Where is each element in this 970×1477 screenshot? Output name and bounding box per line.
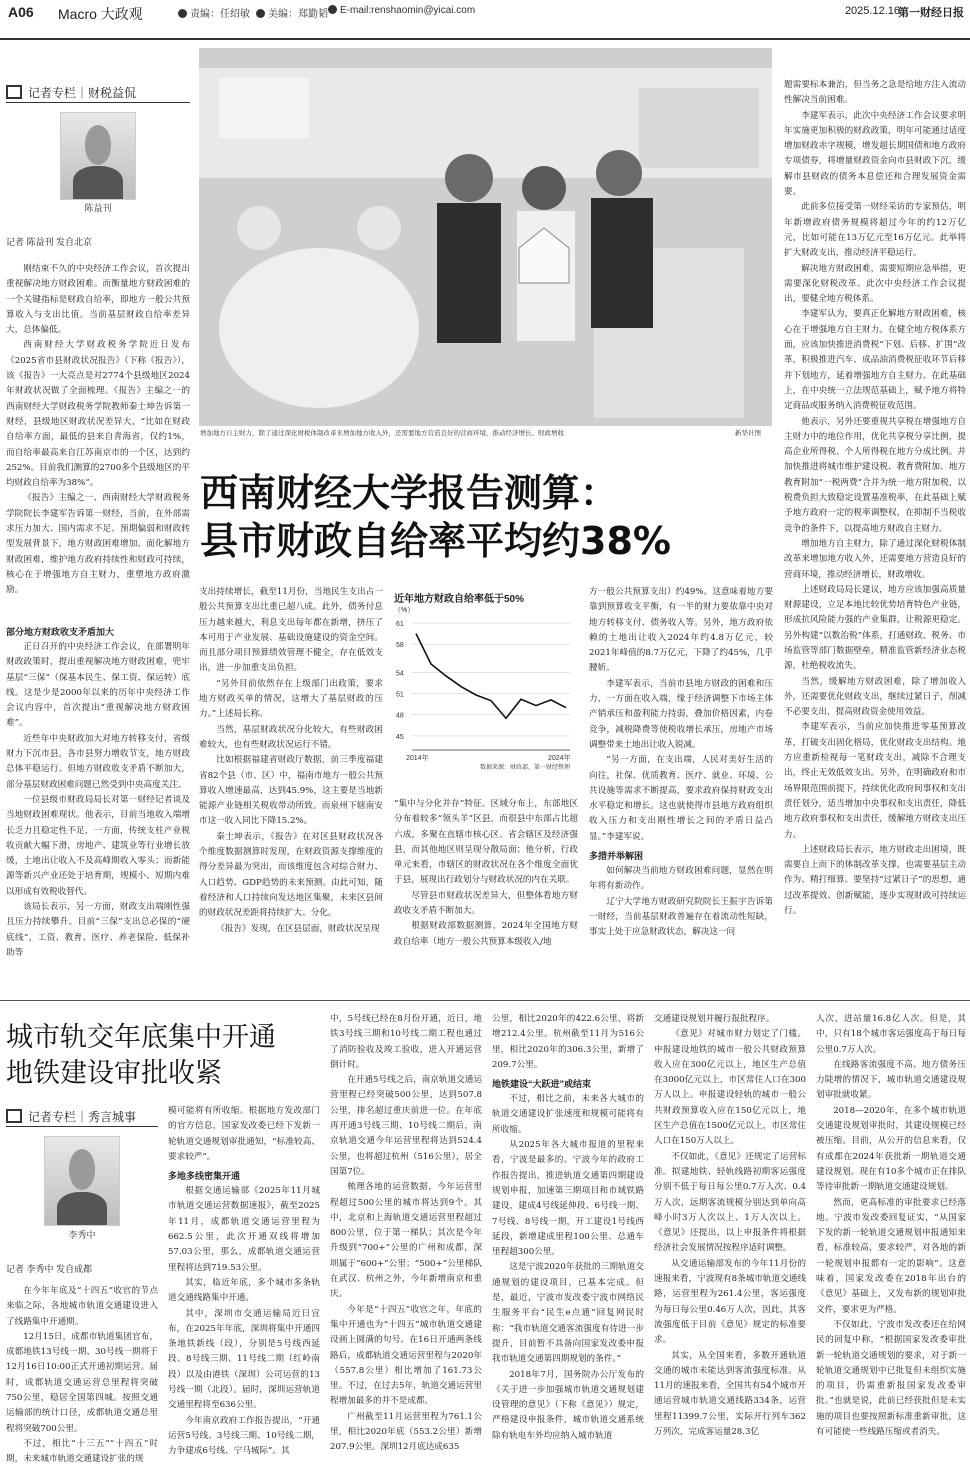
article-divider xyxy=(0,1000,970,1001)
chart-plot xyxy=(394,610,578,790)
byline: 记者 陈益刊 发自北京 xyxy=(6,237,93,247)
article1-left-text: 刚结束不久的中央经济工作会议，首次提出重视解决地方财政困难。而衡量地方财政困难的一个关键指标是财政自给率，即地方一般公共预算收入与支出比值。当前基层财政自给率差异大，总体偏低。 西南财经大学财政税务学院近日发布《2025省市县财政状况报告》（下称《报告》），该《报告》一大亮点是对2774个县级地区2024年财政状况做了全面梳理。《报告》主编之一的西南财经大学财政税务学院教师秦士坤告诉第一财经，县级地区财政状况差异大，“比如在财政自给率方面，最低的县来自青海省，仅约1%，而自给率最高来自江苏南京市的一个区，达到约252%。目前我们测算的2700多个县级地区的平均财政自给率为38%”。 《报告》主编之一、西南财经大学财政税务学院院长李建军告诉第一财经，当前，在外部需求压力加大、国内需求不足、预期偏弱和财政转型发展背景下，地方财政困难增加。面化解地方财政困难，维护地方政府持续性和财政可持续，核心在于增强地方自主财力，重塑地方政府激励。 xyxy=(6,264,190,596)
y-tick-label: 61 xyxy=(396,621,404,629)
article2-col5-text: 交通建设规划并履行报批程序。 《意见》对城市财力划定了门槛。申报建设地铁的城市一般公共财政预算收入应在300亿元以上，地区生产总值在3000亿元以上，市区常住人口在300万人以上。申报建设轻轨的城市一般公共财政预算收入应在150亿元以上，地区生产总值在1500亿元以上，市区常住人口在150万人以上。 不仅如此，《意见》还规定了运营标准。拟建地铁、轻轨线路初期客运强度分别不低于每日每公里0.7万人次、0.4万人次，远期客流规模分别达到单向高峰小时3万人次以上、1万人次以上。《意见》还提出，以上申报条件将根据经济社会发展情况按程序适时调整。 从交通运输部发布的今年11月份的速报来看，宁波现有8条城市轨道交通线路，运营里程为261.4公里，客运强度为每日每公里0.46万人次，因此，其客流强度低于目前《意见》规定的标准要求。 其实，从全国来看，多数开通轨道交通的城市未能达到客流强度标准。从11月的速报来看，全国共有54个城市开通运营城市轨道交通线路334条，运营里程11399.7公里，实际开行列车362万列次，完成客运量28.3亿 xyxy=(654,1014,806,1438)
author-photo xyxy=(44,1136,120,1226)
article1-headline-line1: 西南财经大学报告测算： xyxy=(200,471,619,515)
article2-col4-text: 公里，相比2020年的422.6公里，将新增212.4公里。杭州截至11月为516公里，相比2020年的306.3公里，新增了209.7公里。 地铁建设“大跃进”或结束 不过，相比之前，未来各大城市的轨道交通建设扩张速度和规模可能将有所收缩。 从2025年各大城市报道的里程来看，宁波是最多的。宁波今年的政府工作报告提出，推进轨道交通第四期建设规划申报，加速第三期项目和市域铁路建设，建成4号线延伸段、6号线一期、7号线、8号线一期，开工建设1号线西延段，新增建成里程100公里、总通车里程超300公里。 这是宁波2020年获批的三期轨道交通规划的建设项目，已基本完成。但是，最近，宁波市发改委宁波市网络民生服务平台“民生e点通”回复网民时称：“我市轨道交通客流强度有待进一步提升，目前暂不具备向国家发改委申报我市轨道交通第四期规划的条件。” 2018年7月，国务院办公厅发布的《关于进一步加强城市轨道交通规划建设管理的意见》（下称《意见》）规定，严格建设申报条件，城市轨道交通系统除有轨电车外均应纳入城市轨道 xyxy=(492,1014,644,1441)
author-photo-caption: 李秀中 xyxy=(68,1230,96,1240)
y-tick-label: 58 xyxy=(396,642,404,650)
divider xyxy=(6,1126,158,1127)
column-header: 记者专栏｜财税益侃 xyxy=(6,84,136,101)
editor-credit: 责编：任绍敏 xyxy=(178,5,250,20)
y-tick-label: 48 xyxy=(396,712,404,720)
subheading: 地铁建设“大跃进”或结束 xyxy=(492,1079,592,1090)
author-photo xyxy=(60,112,136,200)
article1-headline-line2: 县市财政自给率平均约38% xyxy=(200,519,671,563)
editor-icon xyxy=(178,9,187,18)
article1-right-text: 题需要标本兼治，但当务之急是给地方注入流动性解决当前困难。 李建军表示，此次中央经济工作会议要求明年实施更加积极的财政政策，明年可能通过适度增加财政赤字规模，增发超长期国债和地方政府专项债券，将增量财政资金向市县财政下沉，缓解市县财政的债务本息偿还和合理发展资金需要。 此前多位接受第一财经采访的专家预估，明年新增政府债务规模将超过今年的约12万亿元，比如可能在13万亿元至16万亿元。此举将扩大财政支出，推动经济平稳运行。 解决地方财政困难，需要短期应急举措，更需要深化财税改革。此次中央经济工作会议提出，要健全地方税体系。 李建军认为，要真正化解地方财政困难，核心在于增强地方自主财力。在健全地方税体系方面，应该加快推进消费税“下划、后移、扩围”改革，积极推进汽车、成品油消费税征收环节后移并下划地方，延着增强地方自主财力。在此基础上，在中央统一立法规范基础上，赋予地方将特定商品或服务纳入消费税征收范围。 他表示，另外还要重视共享税在增强地方自主财力中的地位作用，优化共享税分享比例，提高企业所得税、个人所得税在地方分成比例。并加快推进将城市维护建设税、教育费附加、地方教育附加“一税两费”合并为统一地方附加税，以税费负担大致稳定设置基准税率，在此基础上赋予地方政府一定的税率调整权，在抑制不当税收竞争的条件下，以提高地方财政自主财力。 增加地方自主财力，除了通过深化财税体制改革来增加地方收入外，还需要地方营造良好的营商环境，推动经济增长，财政增收。 上述财政局局长建议，地方应该加强高质量财源建设，立足本地比较优势培育特色产业链，形成抗风险能力强的产业集群，让税源更稳定。另外构建“以数治税”体系，打通财政、税务、市场监管等部门数据壁垒，精准监管新经济业态税源，杜绝税收流失。 当然，缓解地方财政困难，除了增加收入外，还需要优化财政支出，继续过紧日子，削减不必要支出，提高财政资金使用效益。 李建军表示，当前应加快推进零基预算改革，打破支出固化格局，优化财政支出结构。地方应重新检视每一笔财政支出，减除不合理支出，终止无效低效支出。另外，在明确政府和市场界限范围前提下，持续优化政府间事权和支出责任划分，适当增加中央事权和支出责任，降低地方政府事权和支出责任，缓解地方财政支出压力。 上述财政局长表示，地方财政走出困境，既需要自上而下的体制改革支撑，也需要基层主动作为、精打细算。要坚持“过紧日子”的思想，通过改革提效、创新赋能，逐步实现财政可持续运行。 xyxy=(784,80,966,917)
article2-col6-text: 人次，进站量16.8亿人次。但是，其中，只有18个城市客运强度高于每日每公里0.7万人次。 在线路客流强度不高、地方债务压力陡增的情况下，城市轨道交通建设规划审批就收紧。 2018—2020年，在多个城市轨道交通建设规划审批时，其建设规模已经被压缩。目前，从公开的信息来看，仅有成都在2024年获批新一期轨道交通建设规划。现在有10多个城市正在排队等待审批新一期轨道交通建设规划。 然而，更高标准的审批要求已经落地。宁波市发改委回复证实，“从国家下发的新一轮轨道交通规划申报通知来看，标准较高，要求较严，对各地的新一轮规划申报都有一定的影响”。这意味着，国家发改委在2018年出台的《意见》基础上，又发布新的规划审批文件，要求更为严格。 不仅如此，宁波市发改委还在给网民的回复中称，“根据国家发改委审批新一轮轨道交通规划的要求，对于新一轮轨道交通规划中已批复但未组织实施的项目，仍需重新报国家发改委审批。”也就是说，此前已经获批但是未实施的项目也要按照新标准重新审批，这有可能使一些线路压缩或者消失。 xyxy=(816,1014,966,1438)
designer-icon xyxy=(256,9,265,18)
author-photo-caption: 陈益刊 xyxy=(84,203,112,213)
photo-illustration xyxy=(199,48,772,426)
article2-col3-text: 中，5号线已经在8月份开通，近日，地铁3号线三期和10号线二期工程也通过了消防验收及竣工验收，进入开通运营倒计时。 在开通5号线之后，南京轨道交通运营里程已经突破500公里，达到507.8公里，排名超过重庆前进一位。在年底再开通3号线三期、10号线二期后，南京轨道交通今年运营里程将达到524.4公里，也将超过杭州（516公里），居全国第7位。 梳理各地的运营数据，今年运营里程超过500公里的城市将达到9个。其中，北京和上海轨道交通运营里程超过800公里，位于第一梯队；其次是今年升级到“700+”公里的广州和成都，深圳属于“600+”公里；“500+”公里梯队在武汉、杭州之外，今年新增南京和重庆。 今年是“十四五”收官之年，年底的集中开通也为“十四五”城市轨道交通建设画上圆满的句号。在16日开通两条线路后，成都轨道交通运营里程与2020年（557.8公里）相比增加了161.73公里。不过，在过去5年，轨道交通运营里程增加最多的并不是成都。 广州截至11月运营里程为761.1公里，相比2020年底（553.2公里）新增207.9公里。深圳12月底达成635 xyxy=(330,1014,482,1453)
chart-ylabel: （%） xyxy=(394,607,415,614)
email-credit: E-mail:renshaomin@yicai.com xyxy=(328,5,475,16)
subheading: 多措并举解困 xyxy=(589,851,644,862)
email-icon xyxy=(328,5,337,14)
y-tick-label: 51 xyxy=(396,691,404,699)
section-name: Macro 大政观 xyxy=(58,6,143,22)
y-tick-label: 45 xyxy=(396,733,404,741)
article2-headline-line2: 地铁建设审批收紧 xyxy=(6,1058,222,1089)
page-header xyxy=(0,0,970,40)
photo-credit: 新华社图 xyxy=(735,430,761,437)
byline: 记者 李秀中 发自成都 xyxy=(6,1264,93,1274)
chart-source: 数据来源：财政部、第一财经整理 xyxy=(479,765,570,771)
column-icon xyxy=(6,85,22,99)
photo-caption: 增加地方自主财力，除了通过深化财税体制改革来增加地方收入外，还需要地方营造良好的营商环境，推动经济增长。财政增收 xyxy=(200,430,564,437)
designer-credit: 美编：郑勤韬 xyxy=(256,5,328,20)
newspaper-brand: 第一财经日报 xyxy=(898,7,964,19)
divider xyxy=(6,102,190,103)
page-number: A06 xyxy=(8,4,34,20)
article1-mid-text: 支出持续增长，截至11月份，当地民生支出占一般公共预算支出比重已超八成。此外，债务付息压力越来越大，利息支出每年都在新增，挤压了本可用于产业发展、基础设施建设的资金空间。而且部分项目预算绩效管理不健全，存在低效支出，进一步加重支出负担。 “另外目前依然存在上级部门出政策，要求地方财政买单的情况，这增大了基层财政的压力。”上述局长称。 当然，基层财政状况分化较大，有些财政困难较大，也有些财政状况运行不错。 比如根据福建省财政厅数据，前三季度福建省82个县（市、区）中，福南市地方一般公共预算收入增速最高，达到45.9%，这主要是当地新能源产业链相关税收带动所致。而泉州下辖南安市这一收入同比下降15.2%。 秦士坤表示，《报告》在对区县财政状况各个维度数据测算时发现，在财政资源支撑维度的得分差异最为突出，而该维度包含对综合财力、人口趋势、GDP趋势的未来预测。由此可知，随着经济和人口持续向发达地区集聚，未来区县间的财政状况差距将持续扩大、分化。 《报告》发现，在区县层面，财政状况呈现 xyxy=(199,587,383,934)
x-tick-label-start: 2014年 xyxy=(406,755,429,762)
article1-left-text-2: 部分地方财政收支矛盾加大 正日召开的中央经济工作会议，在部署明年财政政策时，提出重视解决地方财政困难，兜牢基层“三保”（保基本民生、保工资、保运转）底线。这是少是2000年以来的历年中央经济工作会议内容中，首次提出“重视解决地方财政困难”。 近些年中央财政加大对地方转移支付，省级财力下沉市县，各市县努力增收节支，地方财政总体平稳运行。但地方财政收支矛盾不断加大，部分基层财政困难问题已然受到中央高度关注。 一位县级市财政局局长对第一财经记者谈及当地财政困难现状。他表示，目前当地收入端增长乏力且稳定性不足，一方面，传统支柱产业税收贡献大幅下滑，房地产、建筑业等行业增长放缓，土地出让收入不及高峰期收入零头；而新能源等新兴产业还处于培育期，规模小、短期内难以形成有效税收替代。 该局长表示，另一方面，财政支出端刚性强且压力持续攀升。目前“三保”支出总必保的“硬底线”，工资、教育、医疗、养老保险、低保补助等 xyxy=(6,627,190,958)
article2-col1-text: 在今年年底及“十四五”收官的节点来临之际，各地城市轨道交通建设进入了线路集中开通期。 12月15日，成都市轨道集团官布，成都地铁13号线一期、30号线一期将于12月16日10:00正式开通初期运营。届时，成都轨道交通运营总里程将突破750公里，稳居全国第四城。按照交通运输部的统计口径，成都轨道交通总里程将突破700公里。 不过，相比“十三五”“十四五”时期，未来城市轨道交通建设扩张的规 xyxy=(6,1286,158,1465)
column-icon xyxy=(6,1109,22,1123)
subheading: 部分地方财政收支矛盾加大 xyxy=(6,627,115,637)
news-photo xyxy=(199,48,772,426)
subheading: 多地多线密集开通 xyxy=(168,1171,241,1182)
line-chart xyxy=(394,590,578,790)
chart-title: 近年地方财政自给率低于50% xyxy=(394,594,525,605)
article1-chart-col-text: “集中与分化并存”特征。区域分布上，东部地区分布着较多“领头羊”区县，而很县中东部占比超六成，多聚在直辖市核心区、省会辖区及经济强县，而其他地区则呈现分散局面；他分析，行政单元来看，市辖区的财政状况在各个维度全面优于县，展现出行政划分与财政状况的内在关联。 尽管县市财政状况差异大，但整体看地方财政收支矛盾不断加大。 根据财政部数据测算，2024年全国地方财政自给率（地方一般公共预算本级收入/地 xyxy=(394,799,578,947)
article2-headline-line1: 城市轨交年底集中开通 xyxy=(6,1022,276,1053)
x-tick-label-end: 2024年 xyxy=(548,755,571,762)
y-tick-label: 54 xyxy=(396,670,404,678)
issue-date: 2025.12.16 xyxy=(844,5,900,17)
article1-col-c-text: 方一般公共预算支出）约49%。这意味着地方要靠到预算收支平衡，有一半的财力要依靠中央对地方转移支付、债务收入等。另外，地方政府依赖的土地出让收入2024年约4.8万亿元，较2021年峰值的8.7万亿元，下降了约45%，几乎腰斩。 李建军表示，当前市县地方财政的困难和压力，一方面在收入端，缘于经济调整下市场主体产销承压和盈利能力持弱，叠加价格因素，内卷竞争，减税降费等使税收增长承压，房地产市场调整带来土地出让收入锐减。 “另一方面，在支出端，人民对美好生活的向往，社保、优质教育、医疗、就业、环境、公共设施等需求不断提高，要求政府保持财政支出水平稳定和增长。这也就使得市县地方政府组织收入压力和支出刚性增长之间的矛盾日益凸显。”李建军说。 多措并举解困 如何解决当前地方财政困难问题，显然在明年将有新动作。 辽宁大学地方财政研究院院长王振宇告诉第一财经，当前基层财政普遍存在着流动性短缺，事实上处于应急财政状态，解决这一问 xyxy=(589,587,773,938)
column-header: 记者专栏｜秀言城事 xyxy=(6,1108,136,1125)
series-line xyxy=(416,634,566,719)
article2-col2-text: 模可能将有所收缩。根据地方发改部门的官方信息，国家发改委已经下发新一轮轨道交通规划审批通知，“标准较高、要求较严”。 多地多线密集开通 根据交通运输部《2025年11月城市轨道交通运营数据速报》，截至2025年11月，成都轨道交通运营里程为662.5公里，此次开通双线将增加57.03公里，那么，成都轨道交通运营里程将达到719.53公里。 其实，临近年底，多个城市多条轨道交通线路集中开通。 其中，深圳市交通运输局近日宣布，在2025年年底，深圳将集中开通四条地铁新线（段），分别是5号线西延段、8号线三期、11号线二期（红岭南段）以及由港铁（深圳）公司运营的13号线一期（北段）。届时，深圳运营轨道交通里程将至636公里。 今年南京政府工作报告提出，“开通运营5号线、3号线三期、10号线二期，力争建成6号线、宁马城际”。其 xyxy=(168,1106,320,1457)
